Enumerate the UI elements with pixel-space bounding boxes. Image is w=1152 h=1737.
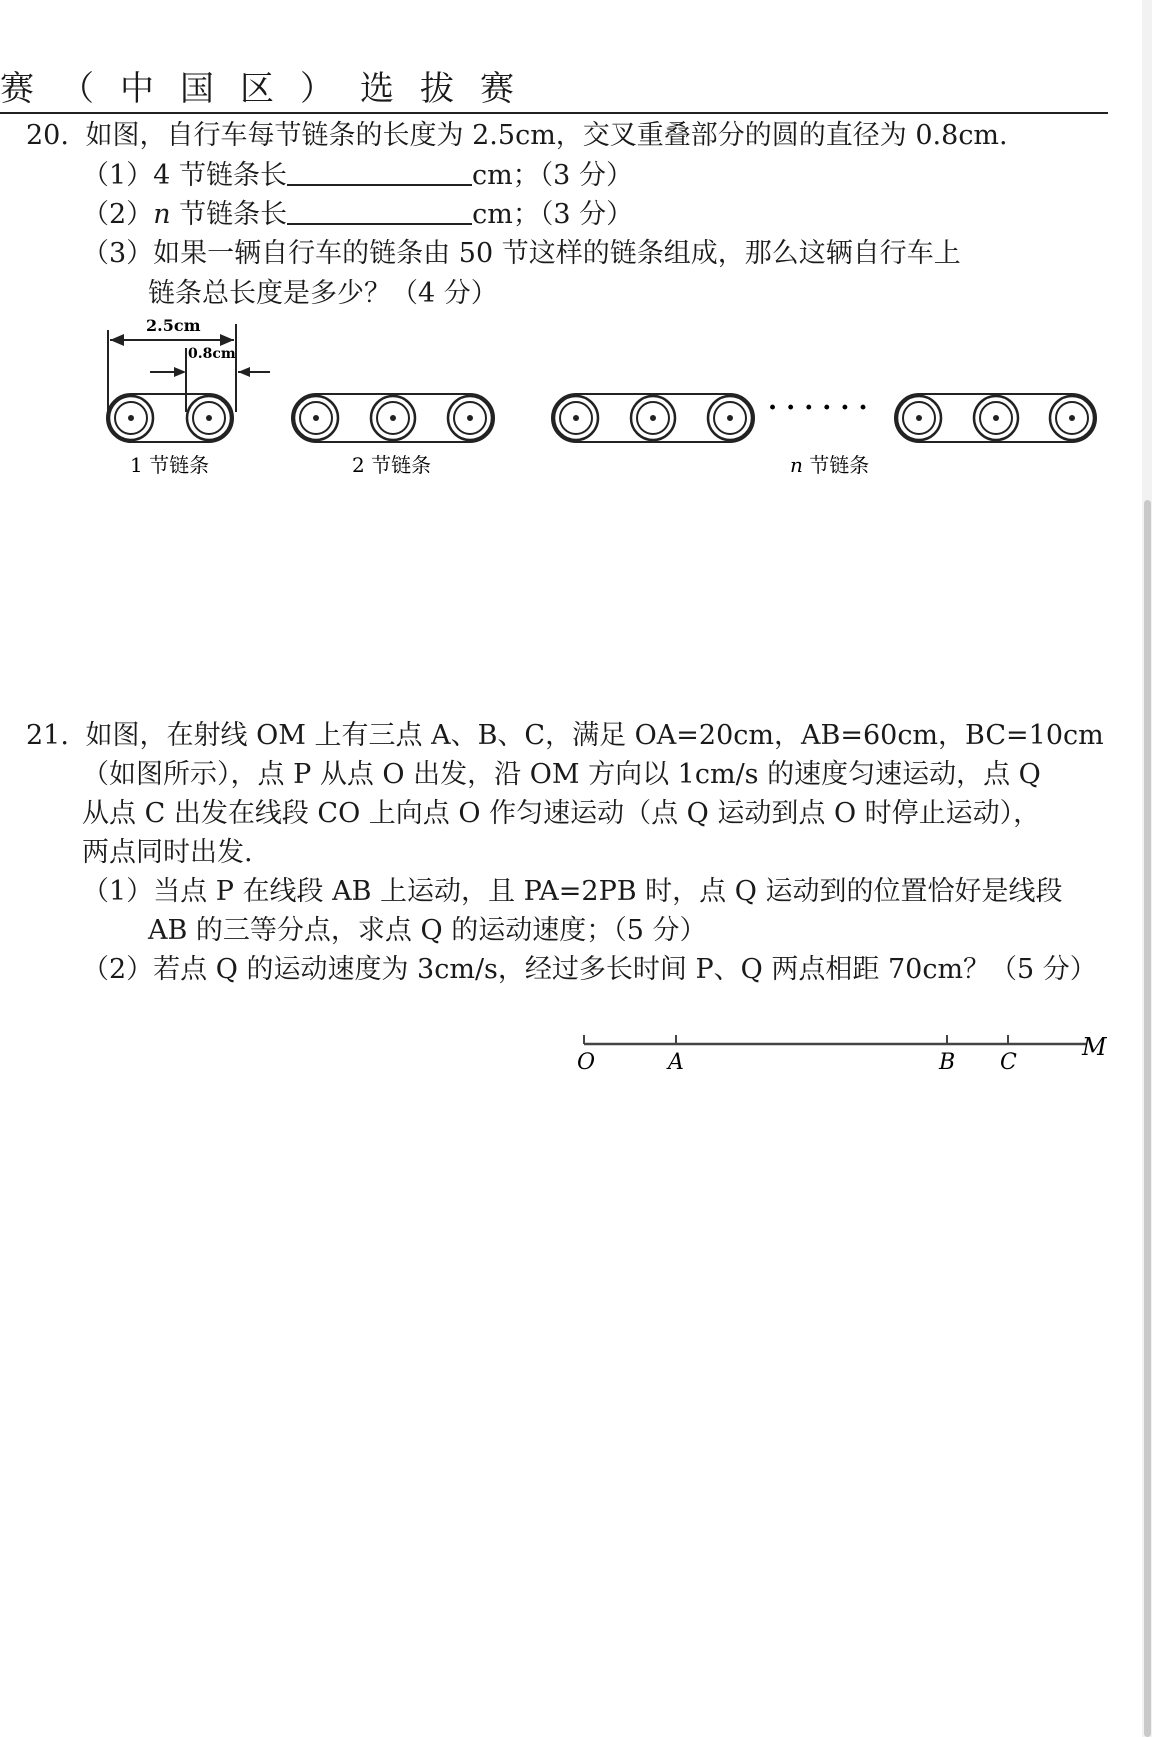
- label-o: O: [577, 1050, 596, 1075]
- q20-stem-line: [26, 118, 1008, 154]
- q21-line4: 两点同时出发.: [82, 837, 253, 868]
- q21-line1: [26, 718, 1104, 754]
- chain-n-label-text: 节链条: [802, 453, 870, 477]
- arrow-right-small-icon: [174, 367, 186, 377]
- chain-ellipsis: · · · · · ·: [768, 393, 868, 423]
- label-m: M: [1082, 1033, 1107, 1061]
- q21-part1-line1: （1）当点 P 在线段 AB 上运动，且 PA=2PB 时，点 Q 运动到的位置恰好是线段: [82, 876, 1063, 907]
- arrow-right-icon: [220, 334, 234, 346]
- label-a: A: [668, 1050, 684, 1075]
- dim-overlap-label: 0.8cm: [188, 346, 236, 362]
- arrow-left-icon: [110, 334, 124, 346]
- chain-1-link: [107, 394, 233, 442]
- q20-part2: [82, 197, 633, 233]
- q20-part2-suffix: cm；（3 分）: [472, 199, 634, 230]
- q20-part2-prefix: 节链条长: [170, 199, 288, 230]
- q20-part3-line1: （3）如果一辆自行车的链条由 50 节这样的链条组成，那么这辆自行车上: [82, 238, 961, 269]
- ray-figure: [560, 1025, 1120, 1075]
- header-title: 赛（中国区）选拔赛: [0, 69, 540, 109]
- q20-stem: 如图，自行车每节链条的长度为 2.5cm，交叉重叠部分的圆的直径为 0.8cm.: [85, 120, 1008, 151]
- q20-part1: [82, 158, 633, 194]
- label-c: C: [1000, 1050, 1017, 1075]
- q21-line3: 从点 C 出发在线段 CO 上向点 O 作匀速运动（点 Q 运动到点 O 时停止运动），: [82, 798, 1041, 829]
- scrollbar-thumb[interactable]: [1144, 500, 1151, 1737]
- q20-part3-line2: 链条总长度是多少？（4 分）: [148, 278, 498, 309]
- q20-part1-suffix: cm；（3 分）: [471, 160, 633, 191]
- q20-part1-answer-blank[interactable]: [287, 158, 472, 186]
- label-b: B: [939, 1050, 956, 1075]
- q20-part1-prefix: （1）4 节链条长: [82, 160, 287, 191]
- chain-n-label: [790, 453, 869, 477]
- chain-1-label: 1 节链条: [130, 453, 210, 477]
- q20-number: 20.: [26, 120, 69, 151]
- q21-number: 21.: [26, 720, 69, 751]
- q20-part2-var: n: [153, 199, 171, 230]
- chain-figure: [0, 300, 1140, 490]
- q21-line2: （如图所示），点 P 从点 O 出发，沿 OM 方向以 1cm/s 的速度匀速运动，点 Q: [82, 759, 1041, 790]
- chain-2-label: 2 节链条: [352, 453, 432, 477]
- exam-header: [0, 66, 1108, 114]
- arrow-left-small-icon: [238, 367, 250, 377]
- q21-part2: （2）若点 Q 的运动速度为 3cm/s，经过多长时间 P、Q 两点相距 70cm？（5 分）: [82, 954, 1097, 985]
- q20-part2-label: （2）: [82, 199, 154, 230]
- chain-2-links: [292, 394, 494, 442]
- chain-n-var: n: [790, 453, 803, 477]
- q21-line1-text: 如图，在射线 OM 上有三点 A、B、C，满足 OA=20cm，AB=60cm，BC=10cm: [85, 720, 1104, 751]
- q21-part1-line2: AB 的三等分点，求点 Q 的运动速度；（5 分）: [148, 915, 707, 946]
- q20-part2-answer-blank[interactable]: [287, 197, 472, 225]
- dim-length-label: 2.5cm: [146, 316, 201, 335]
